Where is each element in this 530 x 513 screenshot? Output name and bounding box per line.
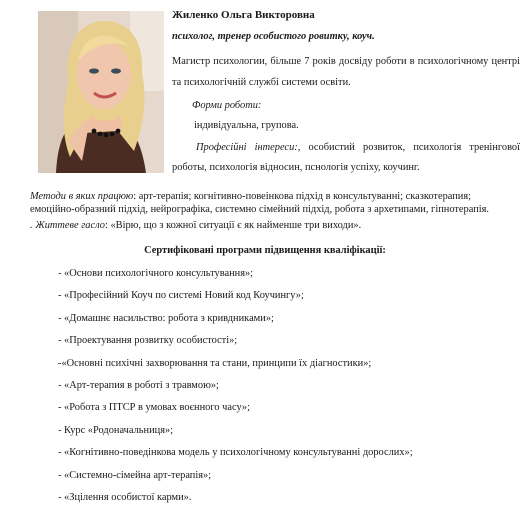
interests-value: особистий розвиток, психологія тренінгової роботы, психологія відносин, пснологія успіху, коучинг.: [172, 142, 520, 173]
certification-item: - «Системно-сімейна арт-терапія»;: [58, 469, 212, 481]
profile-bio: Магистр психологии, більше 7 років досвіду роботи в психологічному центрі та психологічній службі системи освіти.: [172, 56, 520, 88]
portrait-image: [38, 11, 164, 173]
methods-value: : арт-терапія; когнітивно-повеінкова підхід в консультуванні; сказкотерапия; емоційно-образний підхід, нейрографіка, системно сімейний підхід, робота з архетипами, гіпнотерапія.: [30, 191, 490, 215]
certification-item: - «Когнітивно-поведінкова модель у психологічному консультуванні дорослих»;: [58, 447, 413, 459]
certification-item: - «Зцілення особистої карми».: [58, 491, 192, 503]
certification-item: - Курс «Родоначальниця»;: [58, 424, 174, 436]
forms-label: Форми роботи:: [192, 100, 262, 111]
motto-value: : «Вірю, що з кожної ситуації є як найменше три виходи».: [104, 220, 362, 231]
profile-info: [172, 9, 520, 178]
interests-paragraph: [172, 138, 520, 178]
methods-paragraph: [30, 190, 514, 216]
certifications-title: Сертифіковані програми підвищення кваліфікації:: [144, 245, 386, 256]
interests-label: Професійні інтереси:,: [196, 142, 301, 153]
certification-item: - «Робота з ПТСР в умовах воєнного часу»;: [58, 402, 251, 414]
certification-item: - «Арт-терапия в роботі з травмою»;: [58, 379, 219, 391]
certification-item: - «Основи психологічного консультування»;: [58, 268, 254, 279]
motto-paragraph: [30, 219, 361, 232]
profile-role: психолог, тренер особистого ровитку, коуч.: [172, 31, 375, 42]
methods-label: Методи в яких працюю: [30, 191, 134, 202]
certification-item: - «Домашнє насильство: робота з кривдниками»;: [58, 312, 274, 324]
certification-item: -«Основні психічні захворювання та стани, принципи їх діагностики»;: [58, 357, 372, 369]
forms-value: індивідуальна, групова.: [194, 120, 299, 131]
certification-item: - «Проектування розвитку особистості»;: [58, 335, 238, 347]
certifications-list: [58, 267, 518, 513]
profile-name: Жиленко Ольга Викторовна: [172, 9, 315, 21]
profile-photo: [38, 11, 164, 173]
motto-label: . Життеве гасло: [30, 220, 105, 231]
certification-item: - «Професійний Коуч по системі Новий код Коучингу»;: [58, 290, 304, 302]
